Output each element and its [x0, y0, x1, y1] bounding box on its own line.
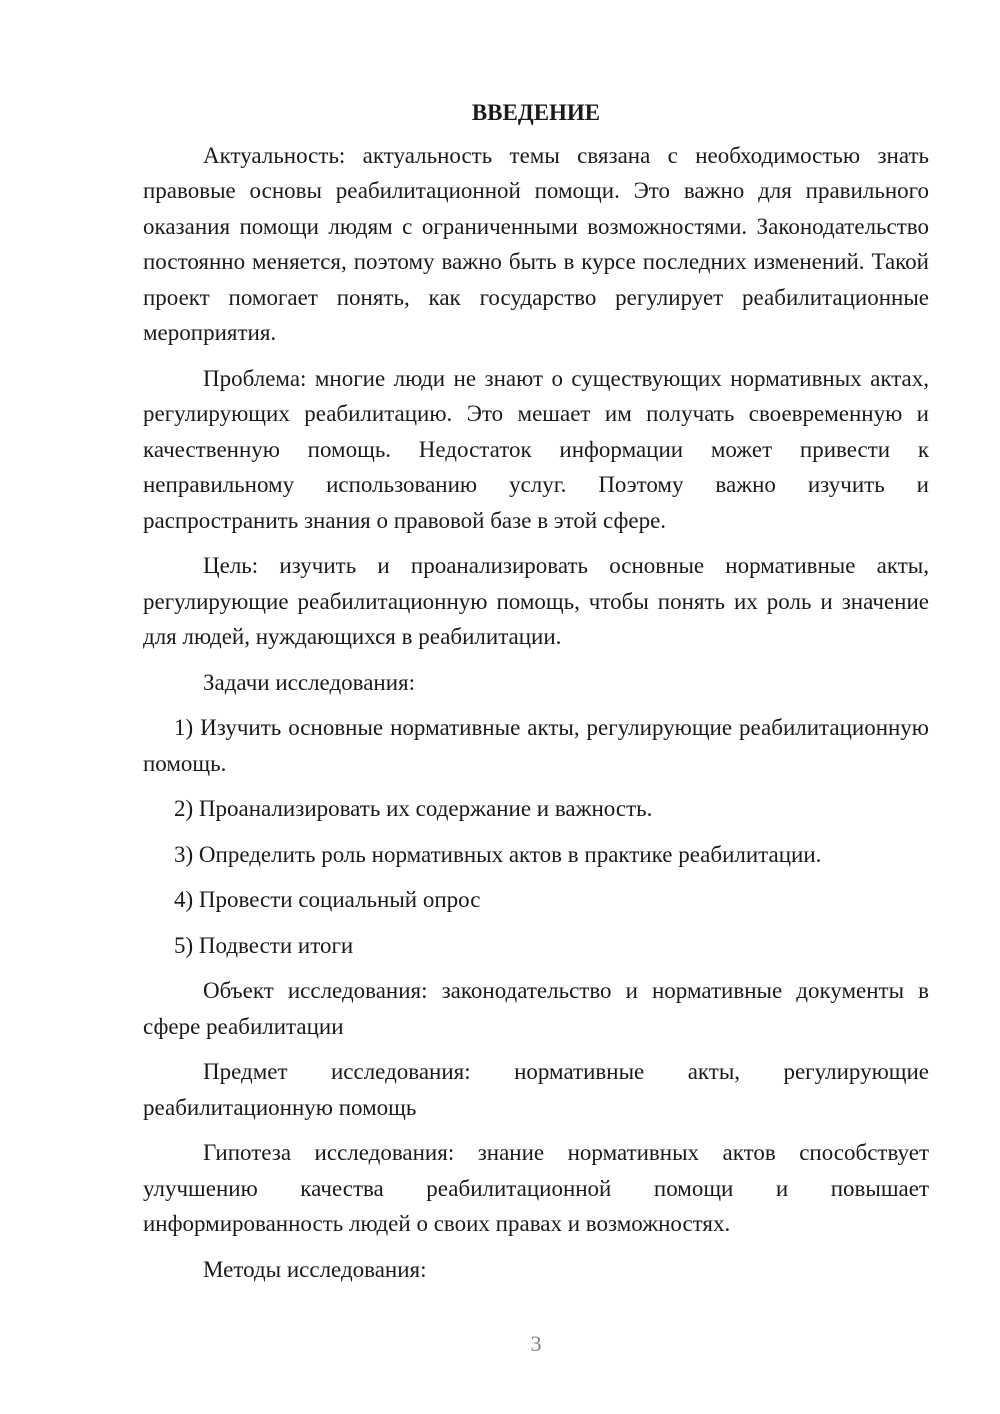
paragraph-hypothesis: Гипотеза исследования: знание нормативных актов способствует улучшению качества реабилитационной помощи и повышает информированность людей о своих правах и возможностях. [143, 1140, 929, 1236]
page-number: 3 [530, 1331, 542, 1356]
task-item-5: 5) Подвести итоги [174, 932, 354, 958]
task-item-4: 4) Провести социальный опрос [174, 887, 481, 912]
document-body [143, 95, 929, 1297]
page-title: ВВЕДЕНИЕ [471, 100, 601, 125]
task-item-2: 2) Проанализировать их содержание и важность. [174, 796, 653, 821]
paragraph-methods: Методы исследования: [203, 1256, 427, 1282]
task-item-3: 3) Определить роль нормативных актов в практике реабилитации. [174, 841, 822, 867]
paragraph-subject: Предмет исследования: нормативные акты, регулирующие реабилитационную помощь [143, 1059, 929, 1120]
task-item-1: 1) Изучить основные нормативные акты, регулирующие реабилитационную помощь. [143, 715, 929, 776]
paragraph-goal: Цель: изучить и проанализировать основные нормативные акты, регулирующие реабилитационную помощь, чтобы понять их роль и значение для людей, нуждающихся в реабилитации. [143, 553, 929, 649]
paragraph-tasks-heading: Задачи исследования: [203, 669, 416, 695]
paragraph-relevance: Актуальность: актуальность темы связана с необходимостью знать правовые основы реабилитационной помощи. Это важно для правильного оказания помощи людям с ограниченными возможностями. Законодательство постоянно меняется, поэтому важно быть в курсе последних изменений. Такой проект помогает понять, как государство регулирует реабилитационные мероприятия. [143, 142, 929, 345]
paragraph-problem: Проблема: многие люди не знают о существующих нормативных актах, регулирующих реабилитацию. Это мешает им получать своевременную и качественную помощь. Недостаток информации может привести к неправильному использованию услуг. Поэтому важно изучить и распространить знания о правовой базе в этой сфере. [143, 365, 929, 533]
paragraph-object: Объект исследования: законодательство и нормативные документы в сфере реабилитации [143, 978, 929, 1039]
